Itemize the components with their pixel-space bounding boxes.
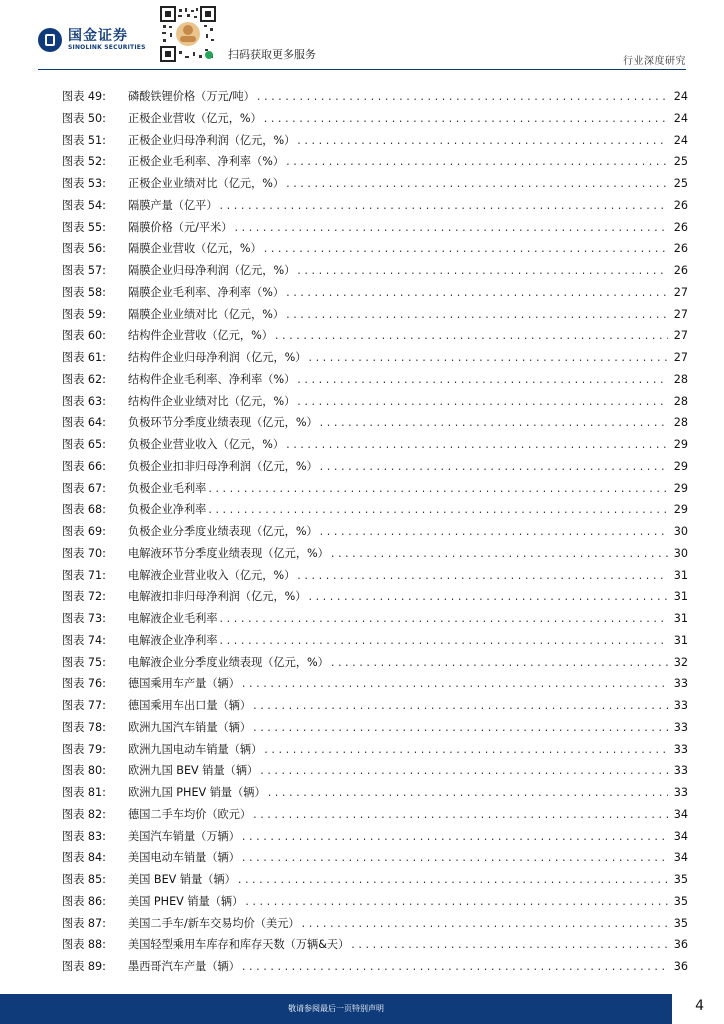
toc-title: 欧洲九国 PHEV 销量（辆） [128, 786, 266, 799]
toc-leader-dots [297, 565, 668, 587]
toc-page-number: 28 [673, 394, 688, 408]
toc-page-number: 32 [673, 655, 688, 669]
toc-page-number: 27 [673, 307, 688, 321]
toc-leader-dots [320, 456, 668, 478]
toc-row[interactable] [62, 913, 688, 935]
toc-number: 图表 77: [62, 699, 106, 712]
logo-name-cn: 国金证券 [68, 28, 128, 44]
toc-row[interactable] [62, 108, 688, 130]
toc-row[interactable] [62, 347, 688, 369]
toc-page-number: 29 [673, 481, 688, 495]
toc-number: 图表 53: [62, 177, 106, 190]
toc-title: 结构件企业营收（亿元，%） [128, 329, 273, 343]
toc-page-number: 35 [673, 894, 688, 908]
toc-leader-dots [260, 760, 668, 782]
toc-row[interactable] [62, 478, 688, 500]
toc-number: 图表 60: [62, 329, 106, 343]
toc-row[interactable] [62, 782, 688, 804]
toc-title: 隔膜产量（亿平） [128, 198, 218, 212]
toc-row[interactable] [62, 304, 688, 326]
toc-number: 图表 69: [62, 525, 106, 538]
toc-number: 图表 82: [62, 807, 106, 821]
toc-page-number: 28 [673, 372, 688, 386]
page-header [0, 0, 724, 72]
toc-title: 美国二手车/新车交易均价（美元） [128, 916, 300, 930]
toc-number: 图表 76: [62, 677, 106, 691]
toc-number: 图表 70: [62, 546, 106, 560]
toc-leader-dots [264, 108, 668, 130]
toc-page-number: 29 [673, 438, 688, 451]
toc-page-number: 36 [673, 938, 688, 952]
toc-page-number: 28 [673, 416, 688, 430]
toc-title: 美国 BEV 销量（辆） [128, 873, 236, 886]
toc-leader-dots [208, 478, 668, 500]
toc-number: 图表 51: [62, 133, 106, 147]
toc-row[interactable] [62, 282, 688, 304]
toc-title: 隔膜企业毛利率、净利率（%） [128, 285, 285, 299]
toc-leader-dots [220, 608, 668, 630]
toc-row[interactable] [62, 673, 688, 695]
qr-promo-text: 扫码获取更多服务 [228, 48, 316, 61]
disclaimer-note: 敬请参阅最后一页特别声明 [288, 1004, 384, 1013]
toc-number: 图表 88: [62, 938, 106, 952]
toc-number: 图表 74: [62, 633, 106, 647]
toc-leader-dots [286, 151, 668, 173]
toc-number: 图表 85: [62, 873, 106, 886]
toc-title: 结构件企业归母净利润（亿元，%） [128, 351, 307, 364]
toc-number: 图表 54: [62, 198, 106, 212]
company-logo [38, 28, 146, 52]
toc-row[interactable] [62, 260, 688, 282]
toc-number: 图表 68: [62, 503, 106, 517]
toc-number: 图表 89: [62, 960, 106, 973]
toc-title: 负极企业分季度业绩表现（亿元，%） [128, 525, 318, 538]
toc-title: 隔膜价格（元/平米） [128, 220, 233, 234]
toc-page-number: 34 [673, 807, 688, 821]
toc-leader-dots [308, 347, 668, 369]
toc-number: 图表 79: [62, 742, 106, 756]
toc-row[interactable] [62, 412, 688, 434]
toc-leader-dots [308, 586, 668, 608]
toc-page-number: 26 [673, 264, 688, 277]
toc-title: 结构件企业毛利率、净利率（%） [128, 372, 296, 386]
toc-number: 图表 61: [62, 351, 106, 364]
toc-page-number: 33 [673, 699, 688, 712]
toc-number: 图表 49: [62, 90, 106, 103]
toc-number: 图表 62: [62, 372, 106, 386]
toc-leader-dots [275, 325, 668, 347]
toc-page-number: 35 [673, 916, 688, 930]
qr-code-icon [160, 6, 216, 62]
toc-number: 图表 65: [62, 438, 106, 451]
toc-row[interactable] [62, 586, 688, 608]
toc-title: 隔膜企业营收（亿元，%） [128, 242, 262, 256]
toc-title: 磷酸铁锂价格（万元/吨） [128, 90, 255, 103]
toc-page-number: 25 [673, 155, 688, 169]
toc-page-number: 31 [673, 590, 688, 604]
toc-leader-dots [286, 304, 668, 326]
toc-title: 美国 PHEV 销量（辆） [128, 894, 244, 908]
toc-page-number: 33 [673, 742, 688, 756]
toc-page-number: 31 [673, 612, 688, 625]
toc-title: 隔膜企业业绩对比（亿元，%） [128, 307, 285, 321]
toc-page-number: 35 [673, 873, 688, 886]
toc-row[interactable] [62, 369, 688, 391]
toc-row[interactable] [62, 565, 688, 587]
toc-row[interactable] [62, 804, 688, 826]
toc-page-number: 26 [673, 198, 688, 212]
toc-title: 欧洲九国汽车销量（辆） [128, 720, 252, 734]
toc-leader-dots [320, 412, 668, 434]
toc-leader-dots [286, 282, 668, 304]
toc-row[interactable] [62, 891, 688, 913]
toc-title: 电解液企业分季度业绩表现（亿元，%） [128, 655, 329, 669]
toc-page-number: 31 [673, 633, 688, 647]
toc-title: 德国二手车均价（欧元） [128, 807, 252, 821]
toc-row[interactable] [62, 521, 688, 543]
toc-page-number: 30 [673, 546, 688, 560]
toc-leader-dots [257, 86, 668, 108]
toc-leader-dots [253, 717, 668, 739]
toc-page-number: 26 [673, 220, 688, 234]
toc-row[interactable] [62, 173, 688, 195]
toc-row[interactable] [62, 130, 688, 152]
toc-leader-dots [286, 434, 668, 456]
toc-row[interactable] [62, 717, 688, 739]
toc-page-number: 24 [673, 90, 688, 103]
toc-title: 电解液环节分季度业绩表现（亿元，%） [128, 546, 329, 560]
toc-title: 正极企业归母净利润（亿元，%） [128, 133, 296, 147]
toc-title: 负极企业扣非归母净利润（亿元，%） [128, 459, 318, 473]
toc-page-number: 34 [673, 829, 688, 843]
toc-number: 图表 52: [62, 155, 106, 169]
toc-number: 图表 66: [62, 459, 106, 473]
toc-leader-dots [245, 891, 668, 913]
toc-page-number: 33 [673, 677, 688, 691]
toc-row[interactable] [62, 543, 688, 565]
toc-number: 图表 78: [62, 720, 106, 734]
toc-number: 图表 50: [62, 111, 106, 125]
toc-number: 图表 67: [62, 481, 106, 495]
toc-title: 电解液扣非归母净利润（亿元，%） [128, 590, 307, 604]
toc-leader-dots [351, 934, 668, 956]
toc-leader-dots [320, 521, 668, 543]
toc-row[interactable] [62, 217, 688, 239]
toc-title: 电解液企业营业收入（亿元，%） [128, 568, 296, 582]
toc-number: 图表 64: [62, 416, 106, 430]
toc-number: 图表 55: [62, 220, 106, 234]
toc-row[interactable] [62, 652, 688, 674]
toc-leader-dots [264, 238, 668, 260]
toc-number: 图表 86: [62, 894, 106, 908]
toc-row[interactable] [62, 695, 688, 717]
toc-row[interactable] [62, 869, 688, 891]
toc-leader-dots [253, 695, 668, 717]
toc-title: 正极企业营收（亿元，%） [128, 111, 262, 125]
toc-page-number: 36 [673, 960, 688, 973]
toc-title: 正极企业毛利率、净利率（%） [128, 155, 285, 169]
toc-title: 美国轻型乘用车库存和库存天数（万辆&天） [128, 938, 350, 952]
toc-row[interactable] [62, 826, 688, 848]
toc-page-number: 29 [673, 459, 688, 473]
toc-row[interactable] [62, 151, 688, 173]
toc-page-number: 31 [673, 568, 688, 582]
toc-page-number: 33 [673, 786, 688, 799]
toc-leader-dots [331, 543, 668, 565]
toc-leader-dots [286, 173, 668, 195]
toc-number: 图表 75: [62, 655, 106, 669]
toc-number: 图表 63: [62, 394, 106, 408]
toc-leader-dots [297, 260, 668, 282]
toc-page-number: 27 [673, 329, 688, 343]
toc-leader-dots [331, 652, 668, 674]
toc-title: 负极企业净利率 [128, 503, 207, 517]
toc-title: 负极企业营业收入（亿元，%） [128, 438, 285, 451]
toc-page-number: 30 [673, 525, 688, 538]
toc-number: 图表 83: [62, 829, 106, 843]
toc-number: 图表 84: [62, 851, 106, 865]
toc-title: 结构件企业业绩对比（亿元，%） [128, 394, 296, 408]
page-footer [0, 994, 724, 1024]
toc-page-number: 33 [673, 720, 688, 734]
page-number: 4 [695, 998, 704, 1014]
toc-page-number: 29 [673, 503, 688, 517]
toc-number: 图表 71: [62, 568, 106, 582]
toc-number: 图表 57: [62, 264, 106, 277]
toc-page-number: 34 [673, 851, 688, 865]
toc-page-number: 27 [673, 351, 688, 364]
toc-row[interactable] [62, 760, 688, 782]
chart-index-list [62, 86, 688, 978]
toc-page-number: 24 [673, 111, 688, 125]
toc-row[interactable] [62, 956, 688, 978]
toc-leader-dots [234, 217, 668, 239]
toc-number: 图表 58: [62, 285, 106, 299]
report-category: 行业深度研究 [623, 56, 686, 67]
toc-leader-dots [302, 913, 668, 935]
logo-mark-icon [38, 28, 62, 52]
toc-row[interactable] [62, 238, 688, 260]
toc-row[interactable] [62, 608, 688, 630]
toc-row[interactable] [62, 934, 688, 956]
toc-title: 负极企业毛利率 [128, 481, 207, 495]
logo-name-en: SINOLINK SECURITIES [68, 44, 146, 51]
footer-band [0, 994, 672, 1024]
toc-page-number: 33 [673, 764, 688, 778]
toc-row[interactable] [62, 325, 688, 347]
toc-page-number: 26 [673, 242, 688, 256]
toc-row[interactable] [62, 434, 688, 456]
toc-leader-dots [297, 130, 668, 152]
toc-row[interactable] [62, 630, 688, 652]
toc-number: 图表 59: [62, 307, 106, 321]
toc-row[interactable] [62, 739, 688, 761]
toc-leader-dots [264, 739, 668, 761]
toc-title: 正极企业业绩对比（亿元，%） [128, 177, 285, 190]
toc-row[interactable] [62, 847, 688, 869]
toc-number: 图表 87: [62, 916, 106, 930]
header-divider [38, 69, 686, 70]
toc-row[interactable] [62, 86, 688, 108]
toc-leader-dots [297, 369, 668, 391]
toc-leader-dots [208, 499, 668, 521]
toc-leader-dots [220, 630, 668, 652]
toc-page-number: 27 [673, 285, 688, 299]
toc-title: 电解液企业净利率 [128, 633, 218, 647]
toc-leader-dots [242, 956, 668, 978]
toc-page-number: 24 [673, 133, 688, 147]
toc-title: 隔膜企业归母净利润（亿元，%） [128, 264, 296, 277]
toc-row[interactable] [62, 195, 688, 217]
toc-leader-dots [253, 804, 668, 826]
toc-title: 欧洲九国电动车销量（辆） [128, 742, 263, 756]
toc-number: 图表 56: [62, 242, 106, 256]
toc-title: 德国乘用车产量（辆） [128, 677, 240, 691]
toc-title: 美国汽车销量（万辆） [128, 829, 240, 843]
toc-title: 欧洲九国 BEV 销量（辆） [128, 764, 259, 778]
toc-number: 图表 73: [62, 612, 106, 625]
toc-leader-dots [220, 195, 668, 217]
toc-title: 德国乘用车出口量（辆） [128, 699, 252, 712]
toc-number: 图表 80: [62, 764, 106, 778]
toc-row[interactable] [62, 456, 688, 478]
toc-title: 负极环节分季度业绩表现（亿元，%） [128, 416, 318, 430]
toc-number: 图表 72: [62, 590, 106, 604]
toc-leader-dots [268, 782, 668, 804]
toc-leader-dots [238, 869, 668, 891]
toc-row[interactable] [62, 391, 688, 413]
toc-leader-dots [242, 826, 668, 848]
toc-title: 美国电动车销量（辆） [128, 851, 240, 865]
toc-row[interactable] [62, 499, 688, 521]
toc-title: 电解液企业毛利率 [128, 612, 218, 625]
toc-leader-dots [297, 391, 668, 413]
toc-title: 墨西哥汽车产量（辆） [128, 960, 240, 973]
toc-page-number: 25 [673, 177, 688, 190]
toc-number: 图表 81: [62, 786, 106, 799]
toc-leader-dots [242, 847, 668, 869]
toc-leader-dots [242, 673, 668, 695]
